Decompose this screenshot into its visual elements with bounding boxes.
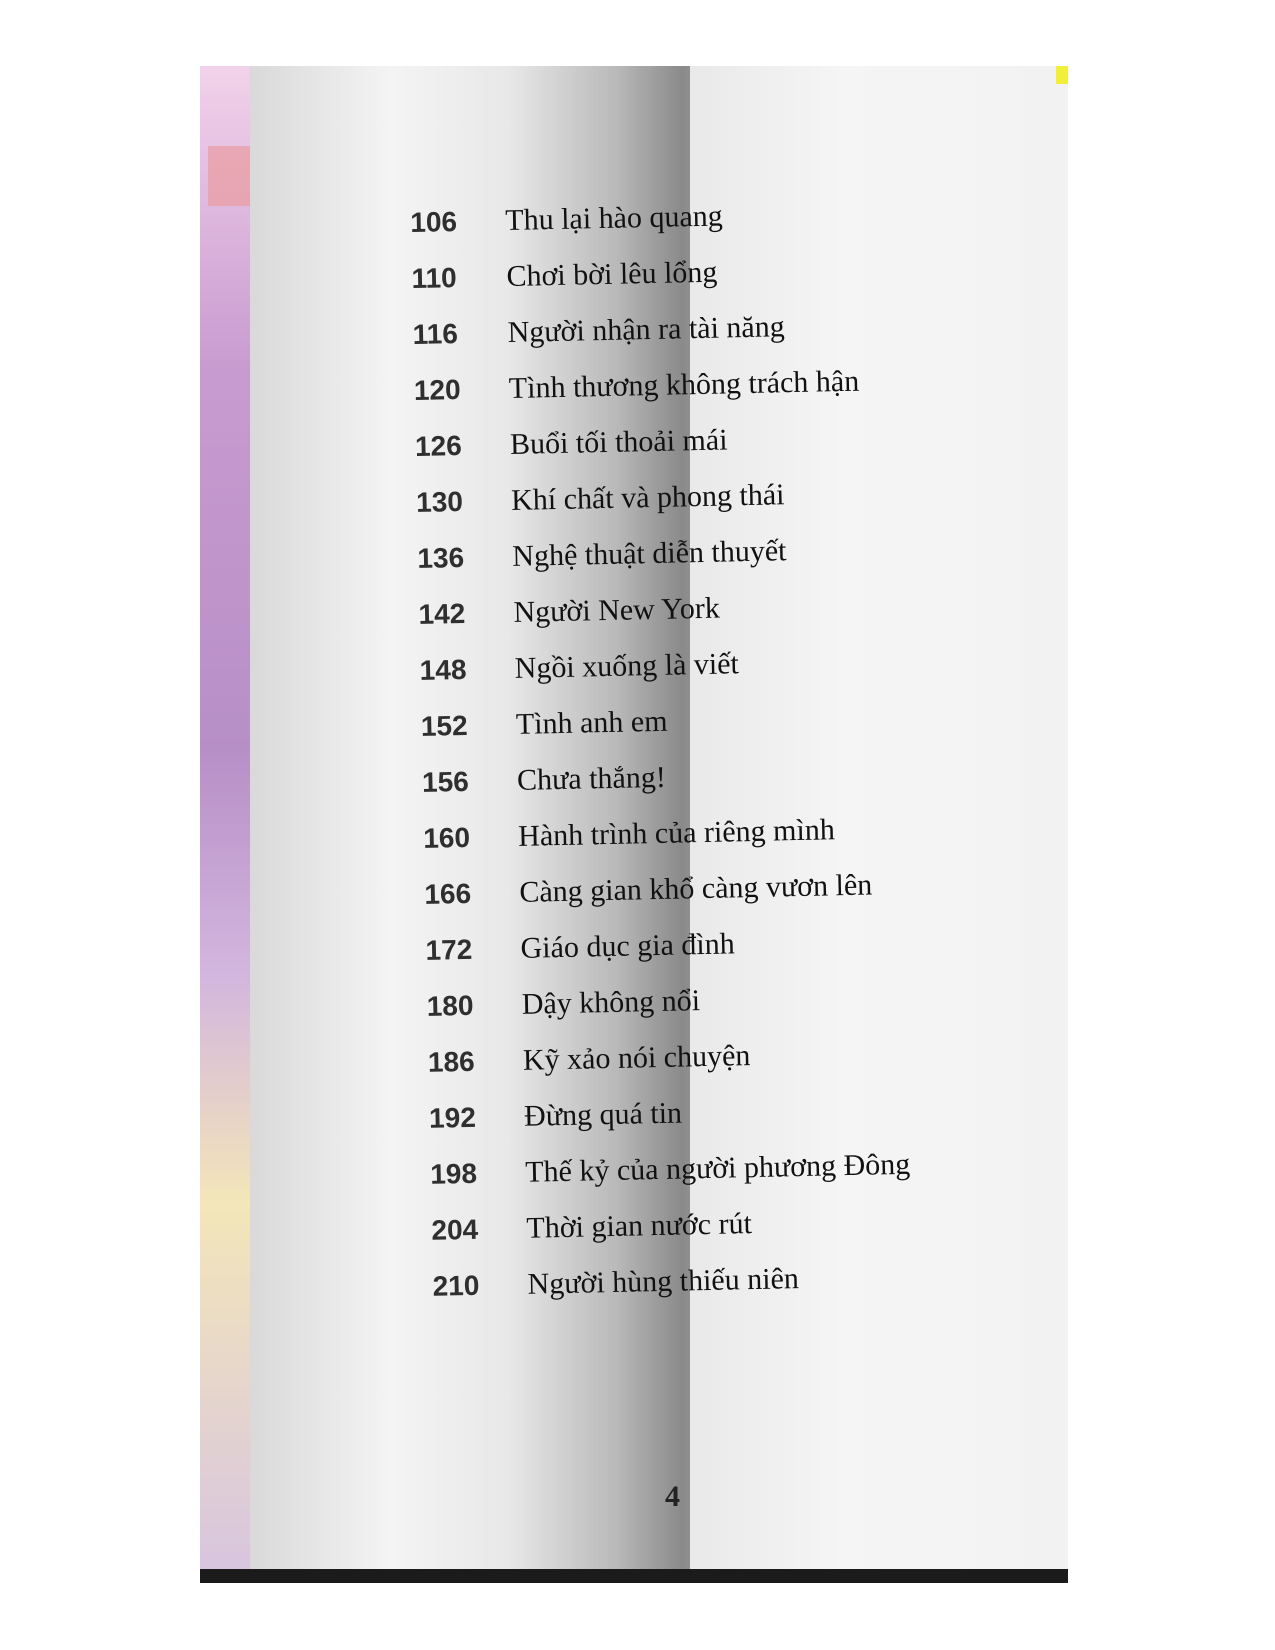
toc-entry xyxy=(432,1258,993,1326)
toc-title: Đừng quá tin xyxy=(523,1096,683,1133)
toc-title: Tình thương không trách hận xyxy=(508,364,860,405)
toc-page-number: 106 xyxy=(410,206,458,238)
toc-title: Người nhận ra tài năng xyxy=(507,310,786,349)
toc-title: Ngồi xuống là viết xyxy=(514,647,740,685)
toc-title: Nghệ thuật diễn thuyết xyxy=(512,534,787,573)
page-number: 4 xyxy=(665,1480,680,1513)
toc-page-number: 142 xyxy=(418,597,466,630)
toc-title: Người hùng thiếu niên xyxy=(527,1262,800,1301)
toc-page-number: 172 xyxy=(425,933,473,966)
toc-page-number: 148 xyxy=(419,653,467,686)
toc-title: Càng gian khổ càng vươn lên xyxy=(519,868,873,909)
toc-page-number: 204 xyxy=(431,1213,479,1246)
toc-page-number: 166 xyxy=(424,877,472,910)
toc-title: Thời gian nước rút xyxy=(526,1207,753,1245)
toc-title: Thu lại hào quang xyxy=(504,199,724,238)
toc-title: Chơi bời lêu lổng xyxy=(506,255,718,293)
toc-title: Khí chất và phong thái xyxy=(510,478,785,517)
cover-decoration xyxy=(208,146,252,206)
toc-title: Chưa thắng! xyxy=(516,760,667,797)
toc-page-number: 152 xyxy=(420,709,468,742)
toc-page-number: 156 xyxy=(421,765,470,798)
toc-title: Buổi tối thoải mái xyxy=(509,423,728,461)
toc-page-number: 198 xyxy=(429,1157,478,1190)
toc-page-number: 130 xyxy=(415,485,464,518)
toc-title: Giáo dục gia đình xyxy=(520,927,735,965)
toc-title: Dậy không nổi xyxy=(521,984,701,1021)
toc-page-number: 110 xyxy=(411,262,458,294)
toc-page-number: 180 xyxy=(426,989,474,1022)
toc-page-number: 136 xyxy=(417,541,465,574)
toc-title: Người New York xyxy=(513,591,721,629)
toc-title: Thế kỷ của người phương Đông xyxy=(524,1147,911,1189)
toc-title: Kỹ xảo nói chuyện xyxy=(522,1039,751,1077)
toc-page-number: 192 xyxy=(428,1101,477,1134)
toc-page-number: 186 xyxy=(427,1045,475,1078)
toc-title: Tình anh em xyxy=(515,704,668,741)
toc-title: Hành trình của riêng mình xyxy=(517,813,836,853)
toc-page-number: 120 xyxy=(413,373,461,406)
toc-page-number: 116 xyxy=(412,318,459,350)
table-of-contents xyxy=(410,194,993,1325)
book-bottom-edge xyxy=(200,1569,1068,1583)
toc-page-number: 126 xyxy=(414,429,463,462)
toc-page-number: 210 xyxy=(432,1269,480,1302)
cover-corner xyxy=(1056,66,1068,84)
toc-page-number: 160 xyxy=(422,821,471,854)
